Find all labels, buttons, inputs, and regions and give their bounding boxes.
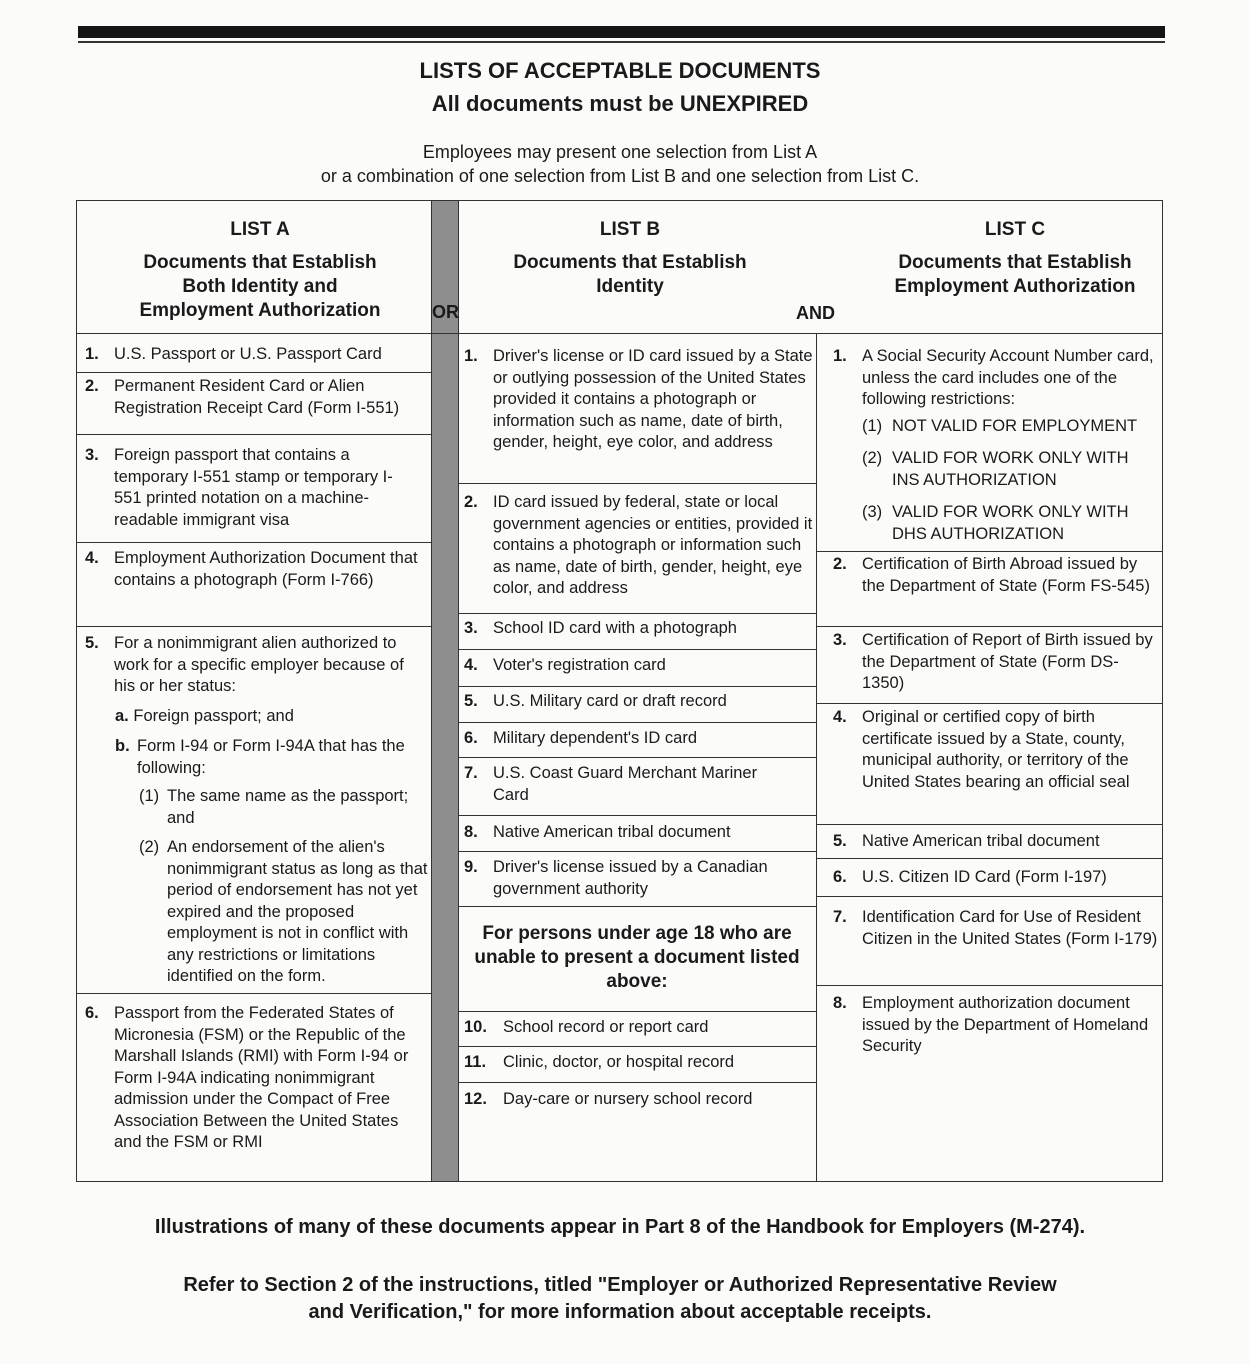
and-label: AND (796, 303, 835, 323)
list-b-item-10: 10. School record or report card (464, 1018, 709, 1036)
row-line (816, 703, 1162, 704)
list-a-item-5b: b. Form I-94 or Form I-94A that has the following: (115, 737, 405, 777)
list-b-item-6: 6. Military dependent's ID card (464, 729, 697, 747)
col-divider-b-left (458, 201, 459, 1181)
list-a-item-4: 4. Employment Authorization Document that contains a photograph (Form I-766) (85, 549, 418, 589)
row-line (458, 1046, 816, 1047)
row-line (816, 896, 1162, 897)
list-c-header (860, 218, 1170, 299)
page-subtitle: All documents must be UNEXPIRED (431, 91, 809, 116)
under-18-heading: For persons under age 18 who are unable to present a document listed above: (474, 923, 800, 992)
list-a-item-3: 3. Foreign passport that contains a temporary I-551 stamp or temporary I-551 printed notation on a machine-readable immigrant visa (85, 446, 393, 529)
list-b-item-1: 1. Driver's license or ID card issued by a State or outlying possession of the United States provided it contains a photograph or information such as name, date of birth, gender, height, eye color, and address (464, 347, 813, 451)
intro-line-1: Employees may present one selection from List A (422, 142, 818, 162)
row-line (77, 542, 431, 543)
row-line (458, 1082, 816, 1083)
list-a-item-5b1: (1) The same name as the passport; and (139, 787, 409, 827)
list-a-item-6: 6. Passport from the Federated States of Micronesia (FSM) or the Republic of the Marshall Islands (RMI) with Form I-94 or Form I-94A indicating nonimmigrant admission under the Compact of Free Association Between the United States and the FSM or RMI (85, 1004, 409, 1151)
list-c-item-3: 3. Certification of Report of Birth issued by the Department of State (Form DS-1350) (833, 631, 1153, 692)
or-separator-bar (431, 201, 458, 1181)
list-a-desc-1: Documents that Establish (143, 252, 377, 273)
row-line (77, 434, 431, 435)
list-b-name: LIST B (599, 219, 661, 240)
list-c-desc-1: Documents that Establish (898, 252, 1132, 273)
intro-line-2: or a combination of one selection from List B and one selection from List C. (320, 166, 920, 186)
footer-illustrations-note: Illustrations of many of these documents appear in Part 8 of the Handbook for Employers (M-274). (154, 1216, 1086, 1238)
list-c-restriction-3: (3) VALID FOR WORK ONLY WITH DHS AUTHORIZATION (862, 503, 1129, 543)
row-line (458, 757, 816, 758)
list-c-item-5: 5. Native American tribal document (833, 832, 1100, 850)
row-line (816, 626, 1162, 627)
top-rule-thick (78, 26, 1165, 38)
list-b-item-8: 8. Native American tribal document (464, 823, 731, 841)
list-c-name: LIST C (984, 219, 1046, 240)
list-c-restriction-2: (2) VALID FOR WORK ONLY WITH INS AUTHORIZATION (862, 449, 1129, 489)
header-divider (77, 333, 1162, 334)
list-c-item-4: 4. Original or certified copy of birth certificate issued by a State, county, municipal authority, or territory of the United States bearing an official seal (833, 708, 1130, 791)
row-line (458, 851, 816, 852)
row-line (458, 613, 816, 614)
list-b-item-12: 12. Day-care or nursery school record (464, 1090, 753, 1108)
list-a-item-2: 2. Permanent Resident Card or Alien Registration Receipt Card (Form I-551) (85, 377, 400, 417)
list-b-desc-1: Documents that Establish (513, 252, 747, 273)
list-b-item-5: 5. U.S. Military card or draft record (464, 692, 727, 710)
col-divider-a (431, 201, 432, 1181)
list-a-item-5: 5. For a nonimmigrant alien authorized to work for a specific employer because of his or her status: (85, 634, 404, 695)
list-c-item-7: 7. Identification Card for Use of Resident Citizen in the United States (Form I-179) (833, 908, 1158, 948)
list-b-header (480, 218, 780, 299)
row-line (458, 1011, 816, 1012)
list-b-item-2: 2. ID card issued by federal, state or local government agencies or entities, provided it contains a photograph or information such as name, date of birth, gender, height, eye color, and address (464, 493, 813, 597)
row-line (816, 858, 1162, 859)
list-a-header (130, 218, 390, 323)
row-line (77, 993, 431, 994)
row-line (816, 824, 1162, 825)
list-b-item-7: 7. U.S. Coast Guard Merchant Mariner Card (464, 764, 758, 804)
list-a-item-5b2: (2) An endorsement of the alien's nonimmigrant status as long as that period of endorsement has not yet expired and the proposed employment is not in conflict with any restrictions or limitations identified on the form. (139, 838, 428, 985)
list-c-item-8: 8. Employment authorization document issued by the Department of Homeland Security (833, 994, 1149, 1055)
list-c-item-1: 1. A Social Security Account Number card, unless the card includes one of the following restrictions: (833, 347, 1154, 408)
list-a-item-5a: a. Foreign passport; and (115, 707, 294, 725)
row-line (458, 906, 816, 907)
col-divider-b-c (816, 334, 817, 1181)
list-c-restriction-1: (1) NOT VALID FOR EMPLOYMENT (862, 417, 1138, 435)
list-c-item-2: 2. Certification of Birth Abroad issued by the Department of State (Form FS-545) (833, 555, 1150, 595)
footer-refer-line-2: and Verification," for more information about acceptable receipts. (308, 1301, 932, 1323)
list-b-desc-2: Identity (596, 276, 664, 297)
row-line (816, 985, 1162, 986)
row-line (458, 815, 816, 816)
list-b-item-9: 9. Driver's license issued by a Canadian government authority (464, 858, 768, 898)
list-c-item-6: 6. U.S. Citizen ID Card (Form I-197) (833, 868, 1107, 886)
row-line (77, 372, 431, 373)
page-title: LISTS OF ACCEPTABLE DOCUMENTS (419, 58, 821, 83)
row-line (77, 626, 431, 627)
list-a-desc-2: Both Identity and (182, 276, 338, 297)
list-b-item-3: 3. School ID card with a photograph (464, 619, 737, 637)
list-c-desc-2: Employment Authorization (894, 276, 1136, 297)
list-b-item-4: 4. Voter's registration card (464, 656, 666, 674)
list-a-item-1: 1. U.S. Passport or U.S. Passport Card (85, 345, 382, 363)
list-b-item-11: 11. Clinic, doctor, or hospital record (464, 1053, 735, 1071)
row-line (458, 649, 816, 650)
footer-refer-line-1: Refer to Section 2 of the instructions, titled "Employer or Authorized Representative Review (183, 1274, 1057, 1296)
row-line (458, 722, 816, 723)
row-line (458, 686, 816, 687)
list-a-desc-3: Employment Authorization (139, 300, 381, 321)
or-label: OR (432, 302, 459, 322)
list-a-name: LIST A (230, 219, 290, 240)
row-line (816, 551, 1162, 552)
row-line (458, 483, 816, 484)
top-rule-thin (78, 41, 1165, 43)
